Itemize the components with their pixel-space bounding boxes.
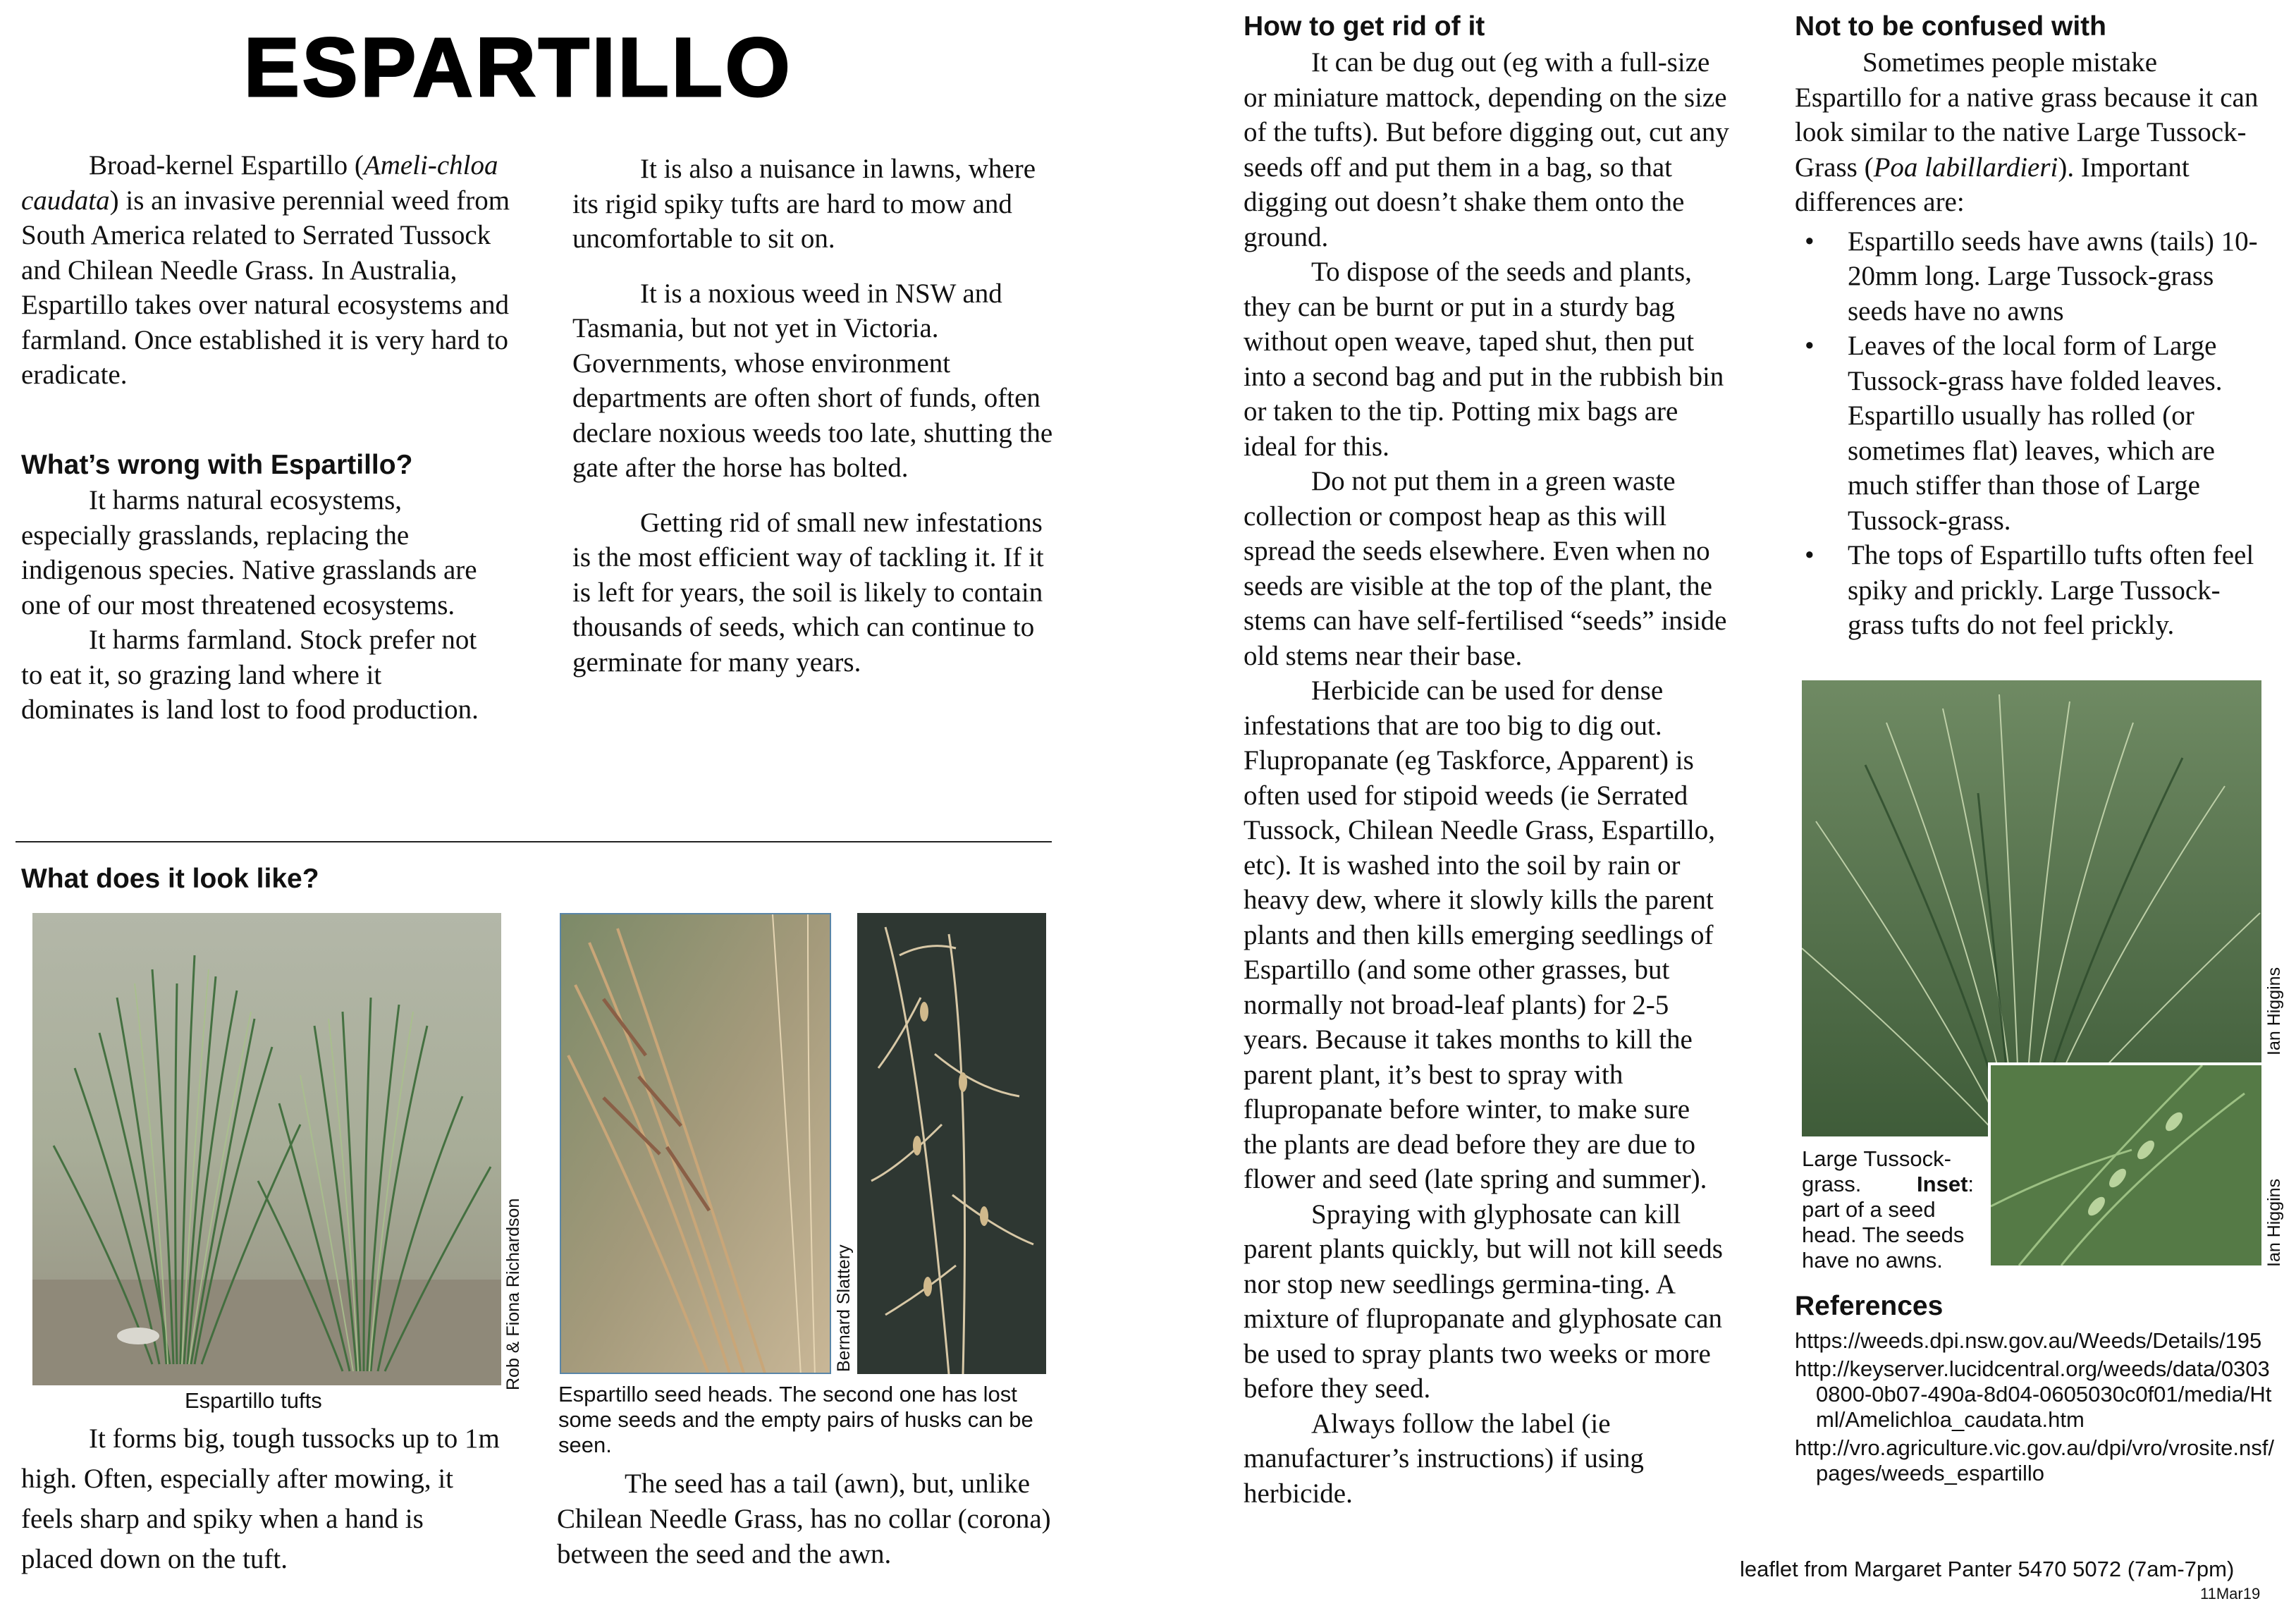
heading-get-rid: How to get rid of it xyxy=(1244,11,1485,42)
photo-credit-slattery: Bernard Slattery xyxy=(834,1244,854,1372)
intro-paragraph xyxy=(21,148,515,393)
photo-credit-higgins-2: Ian Higgins xyxy=(2264,1178,2284,1267)
seed-head-illustration-2 xyxy=(857,913,1046,1374)
tussock-caption xyxy=(1802,1146,1989,1273)
photo-credit-higgins-1: Ian Higgins xyxy=(2264,967,2284,1055)
col2-paragraph-3: Getting rid of small new infestations is the most efficient way of tackling it. If it is left for years, the soil is likely to contain thousands of seeds, which can continue to germinate for many years. xyxy=(572,507,1044,678)
col2-paragraph-2: It is a noxious weed in NSW and Tasmania, but not yet in Victoria. Governments, whose environment departments are often short of funds, often declare noxious weeds too late, shutting the gate after the horse has bolted. xyxy=(572,278,1053,483)
rid-paragraph: Herbicide can be used for dense infestations that are too big to dig out. Flupropanate (eg Taskforce, Apparent) is often used for stipoid weeds (ie Serrated Tussock, Chilean Needle Grass, Espartillo, etc). It is washed into the soil by rain or heavy dew, where it slowly kills the parent plants and then kills emerging seedlings of Espartillo (and some other grasses, but normally not broad-leaf plants) for 2-5 years. Because it takes months to kill the parent plant, it’s best to spray with flupropanate before winter, to make sure the plants are dead before they are due to flower and seed (late spring and summer). xyxy=(1244,675,1716,1194)
reference-link[interactable]: http://keyserver.lucidcentral.org/weeds/data/03030800-0b07-490a-8d04-0605030c0f01/media/Html/Amelichloa_caudata.htm xyxy=(1795,1356,2272,1432)
references-list xyxy=(1795,1328,2274,1486)
heading-what-look-like: What does it look like? xyxy=(21,864,319,894)
seed-head-photo-1 xyxy=(560,913,831,1374)
heading-not-confused: Not to be confused with xyxy=(1795,11,2106,42)
rid-paragraph: To dispose of the seeds and plants, they can be burnt or put in a sturdy bag without open weave, taped shut, then put into a second bag and put in the rubbish bin or taken to the tip. Potting mix bags are ideal for this. xyxy=(1244,257,1724,462)
confused-intro xyxy=(1795,45,2260,220)
wrong-paragraph-1: It harms natural ecosystems, especially grasslands, replacing the indigenous species. Native grasslands are one of our most threatened ecosystems. xyxy=(21,485,477,620)
rid-paragraph: Spraying with glyphosate can kill parent plants quickly, but will not kill seeds nor stop new seedlings germina-ting. A mixture of flupropanate and glyphosate can be used to spray plants two weeks or more before they seed. xyxy=(1244,1199,1723,1404)
seed-heads-caption: Espartillo seed heads. The second one has lost some seeds and the empty pairs of husks can be seen. xyxy=(558,1382,1033,1457)
rid-paragraph: Always follow the label (ie manufacturer’s instructions) if using herbicide. xyxy=(1244,1408,1644,1509)
intro-text-post: ) is an invasive perennial weed from South America related to Serrated Tussock and Chilean Needle Grass. In Australia, Espartillo takes over natural ecosystems and farmland. Once established it is very hard to eradicate. xyxy=(21,185,510,390)
tufts-illustration xyxy=(32,913,501,1385)
seed-head-illustration-1 xyxy=(561,914,831,1374)
wrong-paragraph-2: It harms farmland. Stock prefer not to eat it, so grazing land where it dominates is land lost to food production. xyxy=(21,625,479,725)
seed-text: The seed has a tail (awn), but, unlike Chilean Needle Grass, has no collar (corona) between the seed and the awn. xyxy=(557,1469,1051,1569)
tussock-inset-photo xyxy=(1988,1062,2264,1268)
column-2 xyxy=(572,152,1059,680)
confused-intro-pre: Sometimes people mistake Espartillo for a native grass because it can look similar to the native Large Tussock-Grass ( xyxy=(1795,47,2259,183)
not-confused-section xyxy=(1795,45,2260,643)
tufts-caption: Espartillo tufts xyxy=(185,1388,322,1413)
reference-link[interactable]: https://weeds.dpi.nsw.gov.au/Weeds/Details/195 xyxy=(1795,1328,2262,1353)
seed-paragraph xyxy=(557,1466,1054,1572)
inset-seed-head-illustration xyxy=(1991,1065,2261,1265)
rid-paragraph: It can be dug out (eg with a full-size or miniature mattock, depending on the size of the tufts). But before digging out, cut any seeds off and put them in a bag, so that digging out doesn’t shake them onto the ground. xyxy=(1244,47,1729,252)
intro-section xyxy=(21,148,515,393)
poa-species-name: Poa labillardieri xyxy=(1873,152,2058,183)
reference-link[interactable]: http://vro.agriculture.vic.gov.au/dpi/vro/vrosite.nsf/pages/weeds_espartillo xyxy=(1795,1435,2275,1485)
confused-intro-post: ). Important differences are: xyxy=(1795,152,2190,217)
espartillo-tufts-photo xyxy=(32,913,501,1385)
tussock-paragraph xyxy=(21,1418,501,1579)
col2-paragraph-1: It is also a nuisance in lawns, where its rigid spiky tufts are hard to mow and uncomfortable to sit on. xyxy=(572,154,1036,254)
differences-list xyxy=(1795,224,2260,643)
difference-item: • The tops of Espartillo tufts often feel spiky and prickly. Large Tussock-grass tufts do not feel prickly. xyxy=(1795,538,2260,643)
tussock-text: It forms big, tough tussocks up to 1m high. Often, especially after mowing, it feels sharp and spiky when a hand is placed down on the tuft. xyxy=(21,1423,500,1574)
photo-credit-richardson: Rob & Fiona Richardson xyxy=(503,1198,523,1390)
heading-whats-wrong: What’s wrong with Espartillo? xyxy=(21,450,413,480)
difference-item: • Espartillo seeds have awns (tails) 10-20mm long. Large Tussock-grass seeds have no awns xyxy=(1795,224,2260,329)
difference-item: • Leaves of the local form of Large Tussock-grass have folded leaves. Espartillo usually has rolled (or sometimes flat) leaves, which are much stiffer than those of Large Tussock-grass. xyxy=(1795,329,2260,538)
tussock-caption-inset-label: Inset xyxy=(1917,1172,1968,1196)
whats-wrong-section xyxy=(21,483,493,728)
page-title: ESPARTILLO xyxy=(244,21,793,114)
species-name: Ameli-chloa caudata xyxy=(21,150,498,216)
leaflet-footer: leaflet from Margaret Panter 5470 5072 (7am-7pm) xyxy=(1740,1557,2235,1581)
get-rid-section xyxy=(1244,45,1730,1511)
tussock-caption-pre: Large Tussock-grass. xyxy=(1802,1146,1951,1196)
seed-head-photo-2 xyxy=(857,913,1046,1374)
intro-text-pre: Broad-kernel Espartillo ( xyxy=(89,150,364,180)
rid-paragraph: Do not put them in a green waste collection or compost heap as this will spread the seeds elsewhere. Even when no seeds are visible at the top of the plant, the stems can have self-fertilised “seeds” inside old stems near their base. xyxy=(1244,466,1727,671)
leaflet-date: 11Mar19 xyxy=(2200,1585,2261,1602)
tussock-caption-post: : part of a seed head. The seeds have no awns. xyxy=(1802,1172,1975,1273)
section-divider xyxy=(16,841,1052,842)
heading-references: References xyxy=(1795,1291,1944,1321)
